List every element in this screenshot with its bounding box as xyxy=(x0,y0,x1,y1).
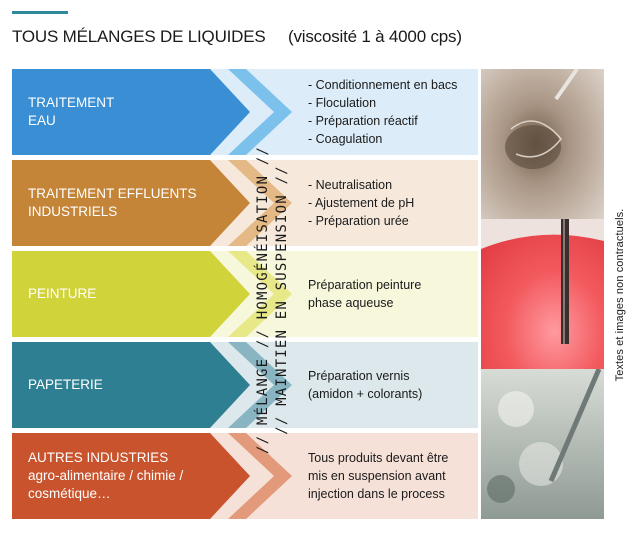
page-title: TOUS MÉLANGES DE LIQUIDES xyxy=(12,27,266,46)
photo-column xyxy=(481,69,604,520)
row-items xyxy=(308,69,476,155)
row-item: - Neutralisation xyxy=(308,178,393,192)
row-label xyxy=(28,342,233,428)
diagonal-label xyxy=(243,145,303,455)
row-label-line: INDUSTRIELS xyxy=(28,204,118,219)
diagonal-text xyxy=(254,145,292,455)
row-item: - Coagulation xyxy=(308,132,383,146)
row-item: injection dans le process xyxy=(308,487,445,501)
row-item: (amidon + colorants) xyxy=(308,387,423,401)
page-subtitle: (viscosité 1 à 4000 cps) xyxy=(288,27,462,46)
photo-paper-suspension xyxy=(481,369,604,519)
disclaimer-text: Textes et images non contractuels. xyxy=(614,208,626,381)
accent-line xyxy=(12,11,68,14)
row-label-line: AUTRES INDUSTRIES xyxy=(28,450,169,465)
row-label-line: TRAITEMENT xyxy=(28,95,115,110)
row-item: - Floculation xyxy=(308,96,377,110)
diagonal-text-line: // MÉLANGE // HOMOGÉNÉISATION // xyxy=(255,145,271,455)
row-label-line: PEINTURE xyxy=(28,286,97,301)
disclaimer xyxy=(609,69,631,520)
row-label xyxy=(28,251,233,337)
row-label-line: cosmétique… xyxy=(28,486,111,501)
row-items xyxy=(308,251,476,337)
row-label-line: TRAITEMENT EFFLUENTS xyxy=(28,186,197,201)
diagonal-text-line: // MAINTIEN EN SUSPENSION // xyxy=(274,165,290,435)
row-item: mis en suspension avant xyxy=(308,469,446,483)
row-item: - Ajustement de pH xyxy=(308,196,415,210)
row-item: - Conditionnement en bacs xyxy=(308,78,458,92)
application-row xyxy=(12,69,478,155)
row-label xyxy=(28,433,233,519)
photo-paint-mixing xyxy=(481,219,604,369)
row-item: Préparation vernis xyxy=(308,369,410,383)
row-items xyxy=(308,433,476,519)
photo-water-treatment xyxy=(481,69,604,219)
row-item: - Préparation urée xyxy=(308,214,409,228)
row-label xyxy=(28,160,233,246)
row-label-line: agro-alimentaire / chimie / xyxy=(28,468,184,483)
row-items xyxy=(308,342,476,428)
row-item: Tous produits devant être xyxy=(308,451,449,465)
row-label-line: EAU xyxy=(28,113,56,128)
row-item: - Préparation réactif xyxy=(308,114,418,128)
row-item: phase aqueuse xyxy=(308,296,394,310)
row-label xyxy=(28,69,233,155)
row-item: Préparation peinture xyxy=(308,278,422,292)
row-items xyxy=(308,160,476,246)
row-label-line: PAPETERIE xyxy=(28,377,103,392)
